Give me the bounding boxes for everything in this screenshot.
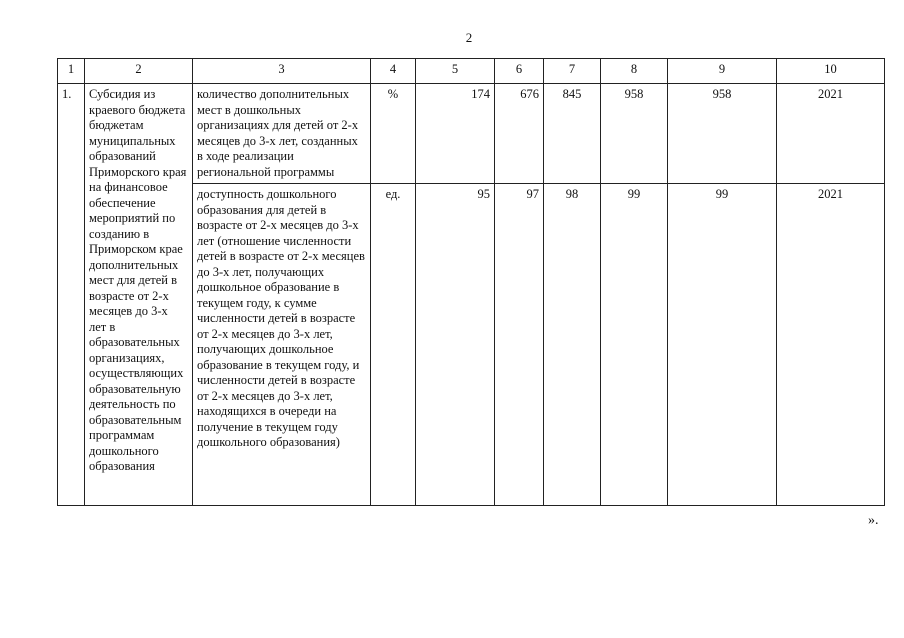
indicator-value: 958 (668, 84, 777, 184)
indicator-unit: % (371, 84, 416, 184)
row-name: Субсидия из краевого бюджета бюджетам муниципальных образований Приморского края на финансовое обеспечение мероприятий по созданию в Приморском крае дополнительных мест для детей в возрасте от 2-х месяцев до 3-х лет в образовательных организациях, осуществляющих образовательную деятельность по образовательным программам дошкольного образования (85, 84, 193, 506)
indicator-value: 845 (544, 84, 601, 184)
indicator-year: 2021 (777, 184, 885, 506)
indicator-value: 676 (495, 84, 544, 184)
indicator-value: 174 (416, 84, 495, 184)
row-number: 1. (58, 84, 85, 506)
header-cell-2: 2 (85, 59, 193, 84)
header-cell-5: 5 (416, 59, 495, 84)
indicator-value: 97 (495, 184, 544, 506)
indicator-text: количество дополнительных мест в дошкольных организациях для детей от 2-х месяцев до 3-х лет, созданных в ходе реализации региональной программы (193, 84, 371, 184)
indicator-text: доступность дошкольного образования для детей в возрасте от 2-х месяцев до 3-х лет (отношение численности детей в возрасте от 2-х месяцев до 3-х лет, получающих дошкольное образование в текущем году, к сумме численности детей в возрасте от 2-х месяцев до 3-х лет, получающих дошкольное образование в текущем году, и численности детей в возрасте от 2-х месяцев до 3-х лет, находящихся в очереди на получение в текущем году дошкольного образования) (193, 184, 371, 506)
header-cell-6: 6 (495, 59, 544, 84)
header-row (58, 59, 885, 84)
page-number: 2 (465, 30, 473, 45)
header-cell-7: 7 (544, 59, 601, 84)
header-cell-9: 9 (668, 59, 777, 84)
header-cell-8: 8 (601, 59, 668, 84)
data-table (57, 58, 885, 506)
closing-quote: ». (868, 513, 879, 528)
indicator-year: 2021 (777, 84, 885, 184)
indicator-unit: ед. (371, 184, 416, 506)
indicator-value: 98 (544, 184, 601, 506)
header-cell-4: 4 (371, 59, 416, 84)
indicator-value: 958 (601, 84, 668, 184)
header-cell-1: 1 (58, 59, 85, 84)
header-cell-3: 3 (193, 59, 371, 84)
indicator-value: 99 (601, 184, 668, 506)
indicator-value: 95 (416, 184, 495, 506)
table-row (58, 84, 885, 184)
header-cell-10: 10 (777, 59, 885, 84)
indicator-value: 99 (668, 184, 777, 506)
